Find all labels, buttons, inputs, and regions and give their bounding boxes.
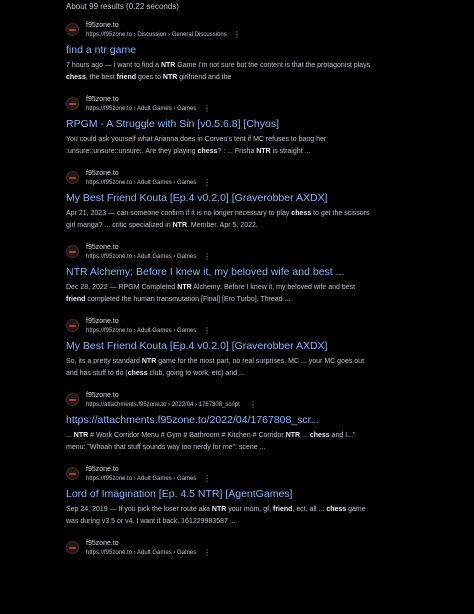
more-options-icon[interactable]: ⋮: [203, 474, 211, 483]
result-snippet: Sep 24, 2019 — If you pick the loser route aka NTR your mom, gf, friend, ect. all ... chess game was during v3.5 or v4. I want it back. 161229983587 ...: [66, 506, 366, 525]
site-favicon-icon: [66, 23, 79, 36]
site-favicon-icon: [66, 541, 79, 554]
more-options-icon[interactable]: ⋮: [233, 30, 241, 39]
result-url[interactable]: https://f95zone.to › Discussion › General Discussions: [86, 32, 227, 38]
result-url[interactable]: https://f95zone.to › Adult Games › Games: [86, 180, 197, 186]
site-favicon-icon: [66, 245, 79, 258]
site-favicon-icon: [66, 319, 79, 332]
site-name[interactable]: f95zone.to: [86, 392, 119, 399]
result-title[interactable]: find a ntr game: [66, 44, 137, 56]
site-name[interactable]: f95zone.to: [86, 318, 119, 325]
result-url[interactable]: https://f95zone.to › Adult Games › Games: [86, 476, 197, 482]
site-name[interactable]: f95zone.to: [86, 22, 119, 29]
result-title[interactable]: My Best Friend Kouta [Ep.4 v0.2.0] [Graverobber AXDX]: [66, 192, 328, 204]
result-item: [0, 540, 474, 614]
search-stats: About 99 results (0.22 seconds): [66, 2, 179, 11]
result-url[interactable]: https://f95zone.to › Adult Games › Games: [86, 328, 197, 334]
more-options-icon[interactable]: ⋮: [203, 326, 211, 335]
more-options-icon[interactable]: ⋮: [203, 252, 211, 261]
more-options-icon[interactable]: ⋮: [249, 400, 257, 409]
result-snippet: Dec 28, 2022 — RPGM Completed NTR Alchemy: Before I knew it, my beloved wife and best friend completed the human transmutation [Final] [Ero Turbo]. Thread ...: [66, 284, 356, 303]
result-title[interactable]: My Best Friend Kouta [Ep.4 v0.2.0] [Graverobber AXDX]: [66, 340, 328, 352]
site-name[interactable]: f95zone.to: [86, 244, 119, 251]
result-url[interactable]: https://f95zone.to › Adult Games › Games: [86, 550, 197, 556]
result-title[interactable]: Lord of Imagination [Ep. 4.5 NTR] [AgentGames]: [66, 488, 293, 500]
result-item: [0, 244, 474, 318]
result-item: [0, 22, 474, 96]
more-options-icon[interactable]: ⋮: [203, 548, 211, 557]
more-options-icon[interactable]: ⋮: [203, 178, 211, 187]
result-item: [0, 96, 474, 170]
result-item: [0, 466, 474, 540]
site-name[interactable]: f95zone.to: [86, 466, 119, 473]
result-title[interactable]: https://attachments.f95zone.to/2022/04/1767808_scr...: [66, 414, 320, 426]
result-item: [0, 170, 474, 244]
result-snippet: ... NTR # Work Corridor Menu # Gym # Bathroom # Kitchen # Corridor NTR ... chess and I..." menu: "Whoah that stuff sounds way too nerdy for me": scene ...: [66, 432, 356, 451]
result-snippet: You could ask yourself what Arianna does in Corven's tent if MC refuses to bang her :unsure::unsure::unsure:. Are they playing chess? : ... Frisha NTR is straight ...: [66, 136, 327, 155]
site-name[interactable]: f95zone.to: [86, 96, 119, 103]
site-name[interactable]: f95zone.to: [86, 540, 119, 547]
site-favicon-icon: [66, 393, 79, 406]
result-snippet: Apr 21, 2023 — can someone confirm if it is no longer necessary to play chess to get the scissors girl manga? ... critic specialized in NTR. Member. Apr 5, 2022.: [66, 210, 370, 229]
more-options-icon[interactable]: ⋮: [203, 104, 211, 113]
result-url[interactable]: https://f95zone.to › Adult Games › Games: [86, 254, 197, 260]
result-url[interactable]: https://f95zone.to › Adult Games › Games: [86, 106, 197, 112]
result-title[interactable]: NTR Alchemy: Before I knew it, my beloved wife and best ...: [66, 266, 345, 278]
results-list: [0, 22, 474, 614]
site-favicon-icon: [66, 467, 79, 480]
site-favicon-icon: [66, 171, 79, 184]
result-item: [0, 318, 474, 392]
result-snippet: 7 hours ago — i want to find a NTR Game I'm not sure but the content is that the protagonist plays chess, the best friend goes to NTR girlfriend and the: [66, 62, 371, 81]
result-item: [0, 392, 474, 466]
site-name[interactable]: f95zone.to: [86, 170, 119, 177]
result-url[interactable]: https://attachments.f95zone.to › 2022/04 › 1767808_script: [86, 402, 240, 408]
result-title[interactable]: RPGM - A Struggle with Sin [v0.5.6.8] [Chyos]: [66, 118, 280, 130]
site-favicon-icon: [66, 97, 79, 110]
result-snippet: So, its a pretty standard NTR game for the most part, no real surprises. MC ... your MC goes out and has stuff to do (chess club, going to work, etc) and ...: [66, 358, 365, 377]
